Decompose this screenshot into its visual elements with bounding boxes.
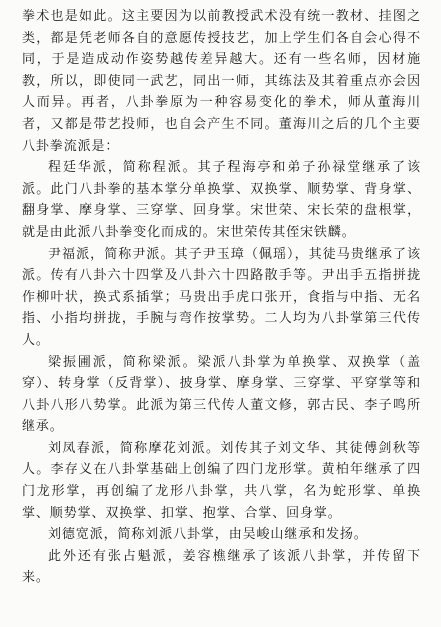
paragraph-liang-zhenpu-school: 梁振圃派，简称梁派。梁派八卦掌为单换掌、双换掌（盖穿）、转身掌（反背掌）、披身掌、摩身掌、三穿掌、平穿掌等和八卦八形八势掌。此派为第三代传人董文修，郭古民、李子鸣所继承。: [22, 354, 421, 435]
paragraph-liu-fengchun-school: 刘凤春派，简称摩花刘派。刘传其子刘文华、其徒傅剑秋等人。李存义在八卦掌基础上创编了四门龙形掌。黄柏年继承了四门龙形掌，再创编了龙形八卦掌，共八掌，名为蛇形掌、单换掌、顺势掌、双换掌、扣掌、抱掌、合掌、回身掌。: [22, 440, 421, 521]
paragraph-liu-dekuan-school: 刘德宽派，简称刘派八卦掌，由吴峻山继承和发扬。: [48, 527, 368, 543]
paragraph-cheng-tinghua-school: 程廷华派，简称程派。其子程海亭和弟子孙禄堂继承了该派。此门八卦拳的基本掌分单换掌、双换掌、顺势掌、背身掌、翻身掌、摩身掌、三穿掌、回身掌。宋世荣、宋长荣的盘根掌，就是由此派八卦拳变化而成的。宋世荣传其侄宋铁麟。: [22, 160, 421, 240]
paragraph-yin-fu-school: 尹福派，简称尹派。其子尹玉璋（佩瑶），其徒马贵继承了该派。传有八卦六十四掌及八卦六十四路散手等。尹出手五指拼拢作柳叶状，换式系插掌；马贵出手虎口张开，食指与中指、无名指、小指均拼拢，手腕与弯作按掌势。二人均为八卦掌第三代传人。: [22, 246, 421, 348]
paragraph-intro: 拳术也是如此。这主要因为以前教授武术没有统一教材、挂图之类，都是凭老师各自的意愿传授技艺，加上学生们各自会心得不同，于是造成动作姿势越传差异越大。还有一些名师，因材施教，所以，即使同一武艺，同出一师，其练法及其着重点亦会因人而异。再者，八卦拳原为一种容易变化的拳术，师从董海川者，又都是带艺投师，也自会产生不同。董海川之后的几个主要八卦拳流派是：: [22, 9, 421, 154]
paragraph-zhang-zhankui-school: 此外还有张占魁派，姜容樵继承了该派八卦掌，并传留下来。: [22, 548, 421, 586]
